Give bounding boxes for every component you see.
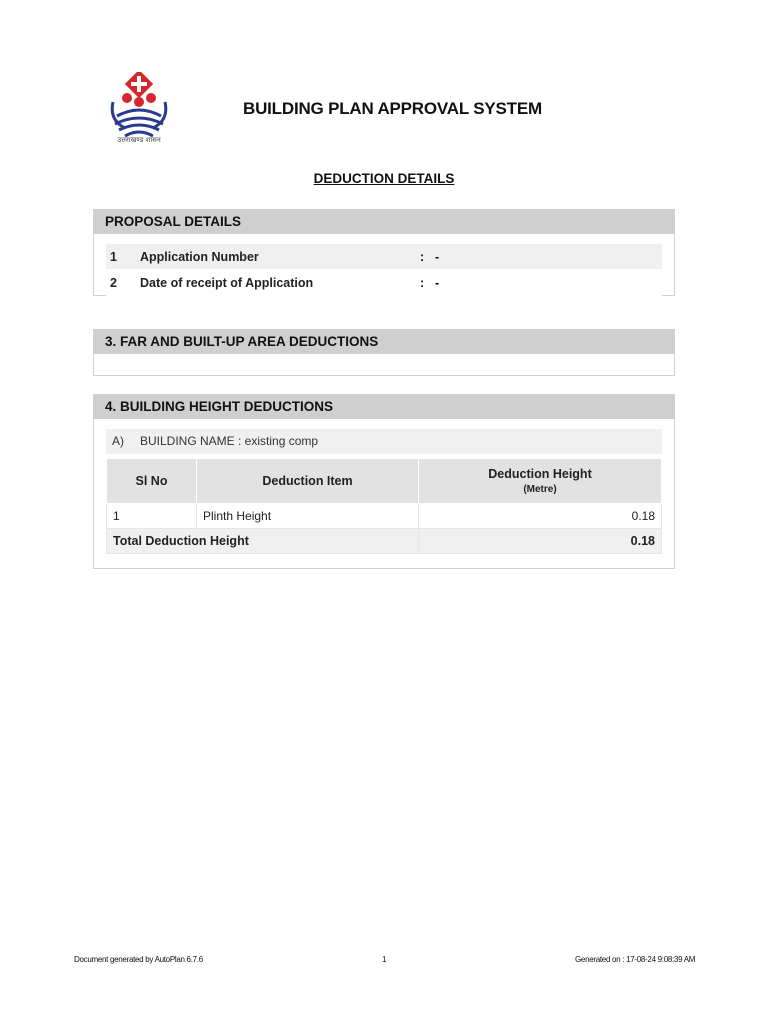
- detail-row: [106, 270, 662, 296]
- document-title: DEDUCTION DETAILS: [313, 171, 455, 186]
- row-value: -: [435, 275, 440, 290]
- detail-row: [106, 244, 662, 270]
- building-name-row: [106, 429, 662, 454]
- footer-generator: Document generated by AutoPlan 6.7.6: [74, 955, 203, 964]
- row-separator: :: [420, 275, 425, 290]
- total-label: Total Deduction Height: [107, 529, 419, 554]
- col-header-deduction-height-label: Deduction Height: [488, 467, 592, 481]
- section-heading: 3. FAR AND BUILT-UP AREA DEDUCTIONS: [94, 330, 674, 354]
- logo-caption: उत्तराखण्ड शासन: [117, 136, 161, 144]
- section-heading: 4. BUILDING HEIGHT DEDUCTIONS: [94, 395, 674, 419]
- footer-page-number: 1: [382, 955, 387, 964]
- row-separator: :: [420, 249, 425, 264]
- row-value: -: [435, 249, 440, 264]
- row-label: Application Number: [140, 249, 259, 264]
- col-header-deduction-item: Deduction Item: [197, 459, 419, 504]
- row-number: 1: [110, 249, 117, 264]
- table-header-row: [107, 459, 662, 504]
- cell-deduction-item: Plinth Height: [197, 504, 419, 529]
- proposal-details-section: [93, 209, 675, 296]
- far-deductions-section: [93, 329, 675, 376]
- system-title: BUILDING PLAN APPROVAL SYSTEM: [243, 99, 542, 118]
- deduction-table: [106, 458, 662, 554]
- col-header-sl-no: Sl No: [107, 459, 197, 504]
- row-label: Date of receipt of Application: [140, 275, 314, 290]
- cell-deduction-height: 0.18: [419, 504, 662, 529]
- row-number: 2: [110, 275, 117, 290]
- building-name: BUILDING NAME : existing comp: [140, 434, 319, 448]
- total-row: [107, 529, 662, 554]
- cell-sl-no: 1: [107, 504, 197, 529]
- footer-generated-on: Generated on : 17-08-24 9:08:39 AM: [575, 955, 696, 964]
- col-header-unit: (Metre): [523, 484, 557, 495]
- col-header-deduction-height: [419, 459, 662, 504]
- proposal-details-list: [106, 244, 662, 296]
- building-prefix: A): [112, 434, 124, 448]
- building-height-section: [93, 394, 675, 569]
- section-heading: PROPOSAL DETAILS: [94, 210, 674, 234]
- total-value: 0.18: [419, 529, 662, 554]
- table-row: [107, 504, 662, 529]
